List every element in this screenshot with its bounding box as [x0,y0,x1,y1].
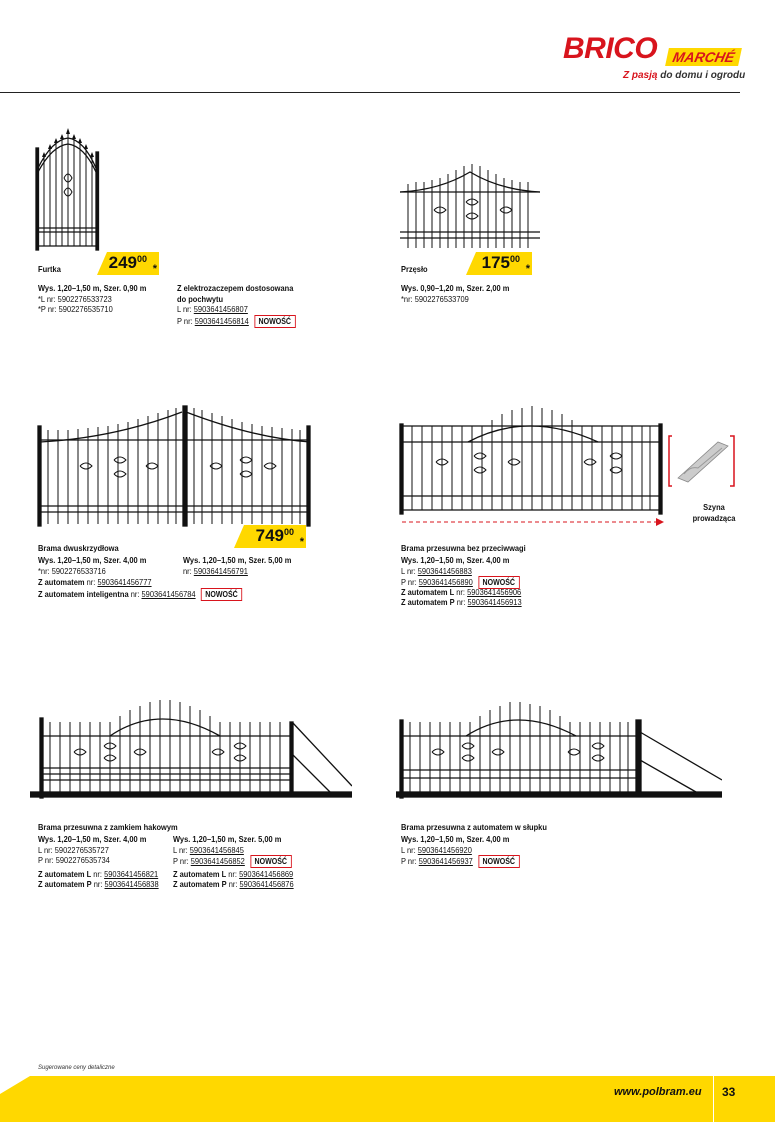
brama-dwuskrzydlowa-price-tag [234,525,306,548]
brama-przesuwna-bez-new-badge: NOWOŚĆ [478,576,519,589]
brama-dwuskrzydlowa-spec-auto: Z automatem nr: 5903641456777 Z automatem inteligentna nr: 5903641456784 NOWOŚĆ [38,577,242,598]
furtka-price-star: * [152,263,157,275]
furtka-spec-col2: Z elektrozaczepem dostosowana do pochwytu L nr: 5903641456807 P nr: 5903641456814 NOWOŚĆ [177,283,294,326]
brama-slupek-spec: Wys. 1,20–1,50 m, Szer. 4,00 m L nr: 5903641456920 P nr: 5903641456937 NOWOŚĆ [401,834,519,866]
brama-przesuwna-bez-name: Brama przesuwna bez przeciwwagi [401,543,526,553]
footer-bar [0,1076,775,1122]
brama-dwuskrzydlowa-image [34,402,314,530]
furtka-image [32,128,104,252]
furtka-name: Furtka [38,264,61,274]
logo-tagline: Z pasją do domu i ogrodu [623,70,746,81]
page-number: 33 [722,1085,736,1099]
footer-note: Sugerowane ceny detaliczne [38,1065,115,1071]
przeslo-image [400,160,540,252]
footer-url-link[interactable]: www.polbram.eu [614,1086,702,1098]
brama-dwuskrzydlowa-spec-col2: Wys. 1,20–1,50 m, Szer. 5,00 m nr: 5903641456791 [183,555,292,576]
brama-slupek-new-badge: NOWOŚĆ [478,855,519,868]
brama-dwuskrzydlowa-price-int: 749 [255,526,284,545]
furtka-spec-col1: Wys. 1,20–1,50 m, Szer. 0,90 m *L nr: 5902276533723 *P nr: 5902276535710 [38,283,147,314]
furtka-price-dec: 00 [136,254,147,264]
szyna-label: Szyna prowadząca [692,502,736,523]
brama-zamek-spec-col2: Wys. 1,20–1,50 m, Szer. 5,00 m L nr: 5903641456845 P nr: 5903641456852 NOWOŚĆ Z automatem L nr: 5903641456869 Z automatem P nr: 5903641456876 [173,834,294,889]
brama-dwuskrzydlowa-price-dec: 00 [283,527,294,537]
furtka-new-badge: NOWOŚĆ [254,315,295,328]
przeslo-name: Przęsło [401,264,428,274]
przeslo-price-tag [466,252,532,275]
przeslo-price-int: 175 [481,253,510,272]
przeslo-price-star: * [525,263,530,275]
furtka-price-tag [97,252,159,275]
header-divider [0,92,740,93]
brico-marche-logo [563,32,746,88]
przeslo-price-dec: 00 [509,254,520,264]
brama-przesuwna-bez-image [398,404,664,516]
sliding-direction-arrow [402,517,664,527]
brama-dwuskrzydlowa-spec-col1: Wys. 1,20–1,50 m, Szer. 4,00 m *nr: 5902276533716 [38,555,147,576]
brama-dwuskrzydlowa-new-badge: NOWOŚĆ [201,588,242,601]
logo-marche-text: MARCHÉ [665,48,742,66]
przeslo-spec: Wys. 0,90–1,20 m, Szer. 2,00 m *nr: 5902276533709 [401,283,510,304]
brama-slupek-name: Brama przesuwna z automatem w słupku [401,822,547,832]
szyna-rail-image [668,434,740,490]
brama-dwuskrzydlowa-name: Brama dwuskrzydłowa [38,543,119,553]
brama-zamek-new-badge: NOWOŚĆ [250,855,291,868]
furtka-price-int: 249 [108,253,137,272]
brama-zamek-image [30,696,352,800]
logo-brico-text: BRICO [563,32,658,65]
brama-przesuwna-bez-spec: Wys. 1,20–1,50 m, Szer. 4,00 m L nr: 5903641456883 P nr: 5903641456890 NOWOŚĆ Z automatem L nr: 5903641456906 Z automatem P nr: 5903641456913 [401,555,522,607]
brama-slupek-image [396,698,722,802]
brama-zamek-name: Brama przesuwna z zamkiem hakowym [38,822,178,832]
brama-dwuskrzydlowa-price-star: * [299,536,304,548]
brama-zamek-spec-col1: Wys. 1,20–1,50 m, Szer. 4,00 m L nr: 5902276535727 P nr: 5902276535734 Z automatem L nr: 5903641456821 Z automatem P nr: 5903641456838 [38,834,159,889]
